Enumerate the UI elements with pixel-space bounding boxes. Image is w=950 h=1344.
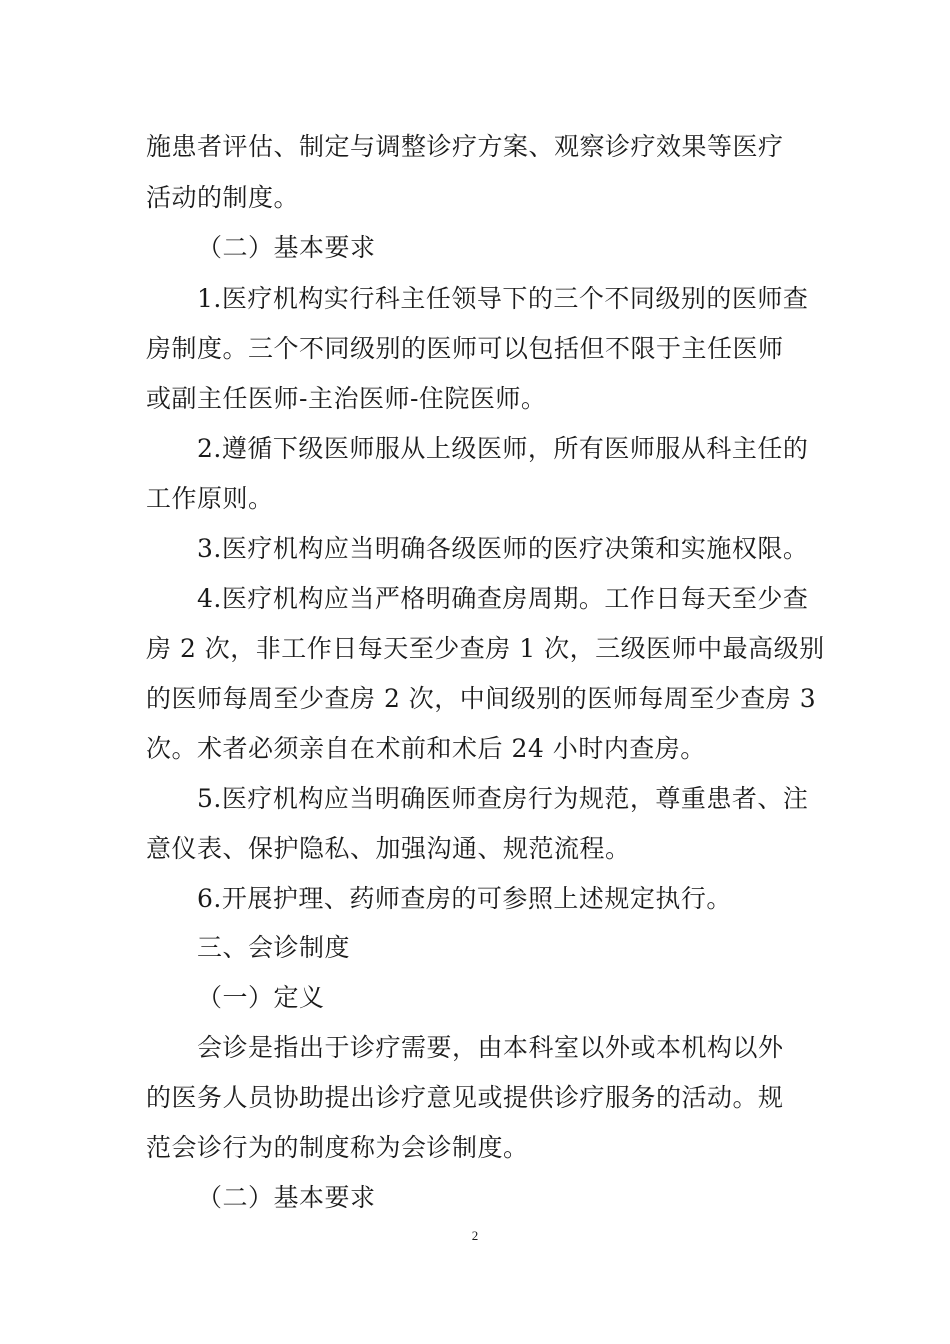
body-text-line: 的医师每周至少查房 2 次，中间级别的医师每周至少查房 3 — [146, 684, 817, 713]
body-text-line: 意仪表、保护隐私、加强沟通、规范流程。 — [146, 834, 631, 863]
section-subheading: （二）基本要求 — [197, 1183, 376, 1212]
body-text-line: 6.开展护理、药师查房的可参照上述规定执行。 — [197, 884, 732, 913]
body-text-line: 会诊是指出于诊疗需要，由本科室以外或本机构以外 — [197, 1033, 784, 1062]
body-text-line: 1.医疗机构实行科主任领导下的三个不同级别的医师查 — [197, 284, 809, 313]
page-number: 2 — [471, 1228, 479, 1243]
body-text-line: 房 2 次，非工作日每天至少查房 1 次，三级医师中最高级别 — [146, 634, 825, 663]
body-text-line: 3.医疗机构应当明确各级医师的医疗决策和实施权限。 — [197, 534, 809, 563]
body-text-line: 工作原则。 — [146, 484, 274, 513]
body-text-line: 2.遵循下级医师服从上级医师，所有医师服从科主任的 — [197, 434, 809, 463]
body-text-line: 的医务人员协助提出诊疗意见或提供诊疗服务的活动。规 — [146, 1083, 784, 1112]
body-text-line: 4.医疗机构应当严格明确查房周期。工作日每天至少查 — [197, 584, 809, 613]
section-subheading: （二）基本要求 — [197, 233, 376, 262]
body-text-line: 或副主任医师-主治医师-住院医师。 — [146, 384, 547, 413]
body-text-line: 范会诊行为的制度称为会诊制度。 — [146, 1133, 529, 1162]
section-heading: 三、会诊制度 — [197, 933, 351, 962]
body-text-line: 次。术者必须亲自在术前和术后 24 小时内查房。 — [146, 734, 706, 763]
section-subheading: （一）定义 — [197, 983, 325, 1012]
body-text-line: 房制度。三个不同级别的医师可以包括但不限于主任医师 — [146, 334, 784, 363]
body-text-line: 5.医疗机构应当明确医师查房行为规范，尊重患者、注 — [197, 784, 809, 813]
body-text-line: 施患者评估、制定与调整诊疗方案、观察诊疗效果等医疗 — [146, 132, 784, 161]
body-text-line: 活动的制度。 — [146, 183, 300, 212]
